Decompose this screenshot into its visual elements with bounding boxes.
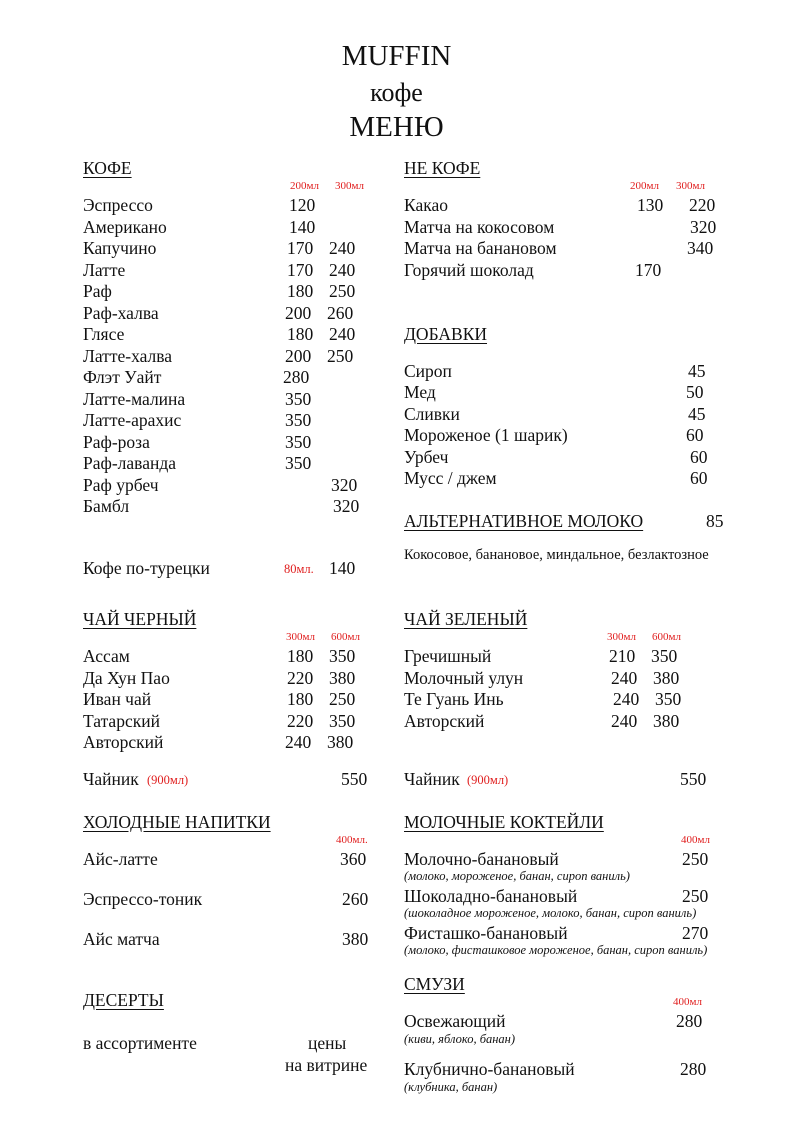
alt-milk-price: 85 bbox=[706, 511, 724, 531]
green-tea-item-name: Молочный улун bbox=[404, 668, 524, 688]
alt-milk-description: Кокосовое, банановое, миндальное, безлактозное bbox=[404, 547, 709, 563]
cold-drink-name: Айс-латте bbox=[83, 849, 158, 869]
coffee-item-price: 350 bbox=[285, 453, 312, 473]
non-coffee-size-300: 300мл bbox=[676, 180, 705, 192]
black-tea-item-price-large: 250 bbox=[329, 689, 356, 709]
green-tea-teapot-volume: (900мл) bbox=[467, 773, 509, 787]
green-tea-item-price: 240 bbox=[613, 689, 640, 709]
milkshake-description: (молоко, фисташковое мороженое, банан, сироп ваниль) bbox=[404, 943, 708, 957]
smoothie-name: Клубнично-банановый bbox=[404, 1059, 575, 1079]
coffee-item-price: 350 bbox=[285, 410, 312, 430]
non-coffee-item-name: Матча на банановом bbox=[404, 238, 557, 258]
coffee-item-price: 350 bbox=[285, 432, 312, 452]
desserts-price-note: цены bbox=[308, 1033, 347, 1053]
green-tea-item-price-large: 350 bbox=[655, 689, 682, 709]
coffee-item-price: 350 bbox=[285, 389, 312, 409]
addon-item-name: Урбеч bbox=[404, 447, 449, 467]
section-title-green-tea: ЧАЙ ЗЕЛЕНЫЙ bbox=[404, 609, 528, 629]
addon-item-name: Мусс / джем bbox=[404, 468, 497, 488]
turkish-coffee-volume: 80мл. bbox=[284, 562, 314, 576]
black-tea-item-name: Да Хун Пао bbox=[83, 668, 170, 688]
black-tea-item-price: 220 bbox=[287, 668, 314, 688]
milkshake-description: (шоколадное мороженое, молоко, банан, сироп ваниль) bbox=[404, 906, 697, 920]
addon-item-name: Мед bbox=[404, 382, 436, 402]
black-tea-item-price-large: 380 bbox=[327, 732, 354, 752]
coffee-item-price: 170 bbox=[287, 238, 314, 258]
black-tea-size-600: 600мл bbox=[331, 631, 360, 643]
coffee-item-name: Латте bbox=[83, 260, 126, 280]
coffee-item-price: 200 bbox=[285, 346, 312, 366]
coffee-item-name: Латте-арахис bbox=[83, 410, 182, 430]
black-tea-item-name: Авторский bbox=[83, 732, 164, 752]
coffee-item-name: Эспрессо bbox=[83, 195, 153, 215]
green-tea-teapot-name: Чайник bbox=[404, 769, 460, 789]
section-title-smoothie: СМУЗИ bbox=[404, 974, 465, 994]
black-tea-item-price: 220 bbox=[287, 711, 314, 731]
section-title-non-coffee: НЕ КОФЕ bbox=[404, 158, 481, 178]
section-title-black-tea: ЧАЙ ЧЕРНЫЙ bbox=[83, 609, 197, 629]
milkshake-name: Фисташко-банановый bbox=[404, 923, 568, 943]
green-tea-item-name: Те Гуань Инь bbox=[404, 689, 504, 709]
non-coffee-item-price: 170 bbox=[635, 260, 662, 280]
non-coffee-item-name: Какао bbox=[404, 195, 448, 215]
addon-item-price: 60 bbox=[690, 468, 708, 488]
non-coffee-item-price: 130 bbox=[637, 195, 664, 215]
cold-drink-price: 260 bbox=[342, 889, 369, 909]
green-tea-size-600: 600мл bbox=[652, 631, 681, 643]
black-tea-teapot-name: Чайник bbox=[83, 769, 139, 789]
black-tea-size-300: 300мл bbox=[286, 631, 315, 643]
milkshake-price: 250 bbox=[682, 886, 709, 906]
addon-item-price: 50 bbox=[686, 382, 704, 402]
milkshake-description: (молоко, мороженое, банан, сироп ваниль) bbox=[404, 869, 630, 883]
milkshake-price: 270 bbox=[682, 923, 709, 943]
section-title-alt-milk: АЛЬТЕРНАТИВНОЕ МОЛОКО bbox=[404, 511, 644, 531]
non-coffee-item-name: Горячий шоколад bbox=[404, 260, 534, 280]
coffee-item-price-large: 240 bbox=[329, 260, 356, 280]
black-tea-item-price-large: 350 bbox=[329, 646, 356, 666]
coffee-item-price: 200 bbox=[285, 303, 312, 323]
coffee-item-name: Раф-халва bbox=[83, 303, 159, 323]
coffee-item-price: 180 bbox=[287, 324, 314, 344]
green-tea-item-name: Авторский bbox=[404, 711, 485, 731]
black-tea-teapot-price: 550 bbox=[341, 769, 368, 789]
turkish-coffee-name: Кофе по-турецки bbox=[83, 558, 210, 578]
black-tea-item-price: 240 bbox=[285, 732, 312, 752]
black-tea-item-price-large: 380 bbox=[329, 668, 356, 688]
addon-item-price: 60 bbox=[690, 447, 708, 467]
coffee-item-name: Капучино bbox=[83, 238, 157, 258]
section-title-coffee: КОФЕ bbox=[83, 158, 132, 178]
milkshake-name: Молочно-банановый bbox=[404, 849, 559, 869]
green-tea-item-price: 240 bbox=[611, 711, 638, 731]
green-tea-teapot-price: 550 bbox=[680, 769, 707, 789]
coffee-item-price-large: 320 bbox=[331, 475, 358, 495]
coffee-item-name: Латте-халва bbox=[83, 346, 173, 366]
desserts-price-note-location: на витрине bbox=[285, 1055, 368, 1075]
coffee-item-price-large: 240 bbox=[329, 238, 356, 258]
coffee-item-name: Раф-лаванда bbox=[83, 453, 177, 473]
coffee-item-name: Раф bbox=[83, 281, 112, 301]
green-tea-item-name: Гречишный bbox=[404, 646, 492, 666]
coffee-item-name: Глясе bbox=[83, 324, 125, 344]
black-tea-item-name: Иван чай bbox=[83, 689, 152, 709]
coffee-item-price-large: 260 bbox=[327, 303, 354, 323]
cold-drink-price: 360 bbox=[340, 849, 367, 869]
black-tea-item-price: 180 bbox=[287, 646, 314, 666]
coffee-size-300: 300мл bbox=[335, 180, 364, 192]
turkish-coffee-price: 140 bbox=[329, 558, 356, 578]
coffee-item-name: Флэт Уайт bbox=[83, 367, 162, 387]
coffee-item-price: 120 bbox=[289, 195, 316, 215]
brand-title: MUFFIN bbox=[341, 40, 452, 72]
section-title-addons: ДОБАВКИ bbox=[404, 324, 488, 344]
cold-drink-name: Эспрессо-тоник bbox=[83, 889, 203, 909]
milkshakes-size: 400мл bbox=[681, 834, 710, 846]
green-tea-size-300: 300мл bbox=[607, 631, 636, 643]
cold-drink-name: Айс матча bbox=[83, 929, 160, 949]
smoothie-description: (киви, яблоко, банан) bbox=[404, 1032, 516, 1046]
green-tea-item-price: 210 bbox=[609, 646, 636, 666]
coffee-item-price-large: 240 bbox=[329, 324, 356, 344]
addon-item-price: 45 bbox=[688, 404, 706, 424]
coffee-item-price: 140 bbox=[289, 217, 316, 237]
coffee-item-name: Латте-малина bbox=[83, 389, 186, 409]
addon-item-price: 45 bbox=[688, 361, 706, 381]
section-title-milkshakes: МОЛОЧНЫЕ КОКТЕЙЛИ bbox=[404, 812, 604, 832]
non-coffee-item-price-large: 340 bbox=[687, 238, 714, 258]
addon-item-price: 60 bbox=[686, 425, 704, 445]
addon-item-name: Сироп bbox=[404, 361, 452, 381]
addon-item-name: Мороженое (1 шарик) bbox=[404, 425, 568, 445]
coffee-item-price-large: 320 bbox=[333, 496, 360, 516]
black-tea-item-price-large: 350 bbox=[329, 711, 356, 731]
coffee-item-name: Раф-роза bbox=[83, 432, 150, 452]
smoothie-price: 280 bbox=[676, 1011, 703, 1031]
non-coffee-item-price-large: 320 bbox=[690, 217, 717, 237]
milkshake-name: Шоколадно-банановый bbox=[404, 886, 578, 906]
non-coffee-item-name: Матча на кокосовом bbox=[404, 217, 555, 237]
black-tea-item-name: Ассам bbox=[83, 646, 130, 666]
non-coffee-size-200: 200мл bbox=[630, 180, 659, 192]
section-title-desserts: ДЕСЕРТЫ bbox=[83, 990, 164, 1010]
milkshake-price: 250 bbox=[682, 849, 709, 869]
coffee-item-name: Американо bbox=[83, 217, 167, 237]
cold-drink-price: 380 bbox=[342, 929, 369, 949]
smoothie-description: (клубника, банан) bbox=[404, 1080, 498, 1094]
cold-drinks-size: 400мл. bbox=[336, 834, 368, 846]
black-tea-item-price: 180 bbox=[287, 689, 314, 709]
smoothie-size: 400мл bbox=[673, 996, 702, 1008]
smoothie-name: Освежающий bbox=[404, 1011, 506, 1031]
coffee-item-price-large: 250 bbox=[327, 346, 354, 366]
green-tea-item-price-large: 380 bbox=[653, 711, 680, 731]
non-coffee-item-price-large: 220 bbox=[689, 195, 716, 215]
green-tea-item-price-large: 350 bbox=[651, 646, 678, 666]
menu-title: МЕНЮ bbox=[349, 111, 444, 143]
green-tea-item-price: 240 bbox=[611, 668, 638, 688]
smoothie-price: 280 bbox=[680, 1059, 707, 1079]
coffee-item-price-large: 250 bbox=[329, 281, 356, 301]
brand-kind: кофе bbox=[370, 78, 423, 107]
coffee-item-price: 170 bbox=[287, 260, 314, 280]
coffee-item-name: Раф урбеч bbox=[83, 475, 159, 495]
coffee-item-name: Бамбл bbox=[83, 496, 130, 516]
coffee-size-200: 200мл bbox=[290, 180, 319, 192]
addon-item-name: Сливки bbox=[404, 404, 460, 424]
black-tea-item-name: Татарский bbox=[83, 711, 160, 731]
section-title-cold-drinks: ХОЛОДНЫЕ НАПИТКИ bbox=[83, 812, 271, 832]
coffee-item-price: 280 bbox=[283, 367, 310, 387]
green-tea-item-price-large: 380 bbox=[653, 668, 680, 688]
coffee-item-price: 180 bbox=[287, 281, 314, 301]
desserts-text: в ассортименте bbox=[83, 1033, 197, 1053]
black-tea-teapot-volume: (900мл) bbox=[147, 773, 189, 787]
